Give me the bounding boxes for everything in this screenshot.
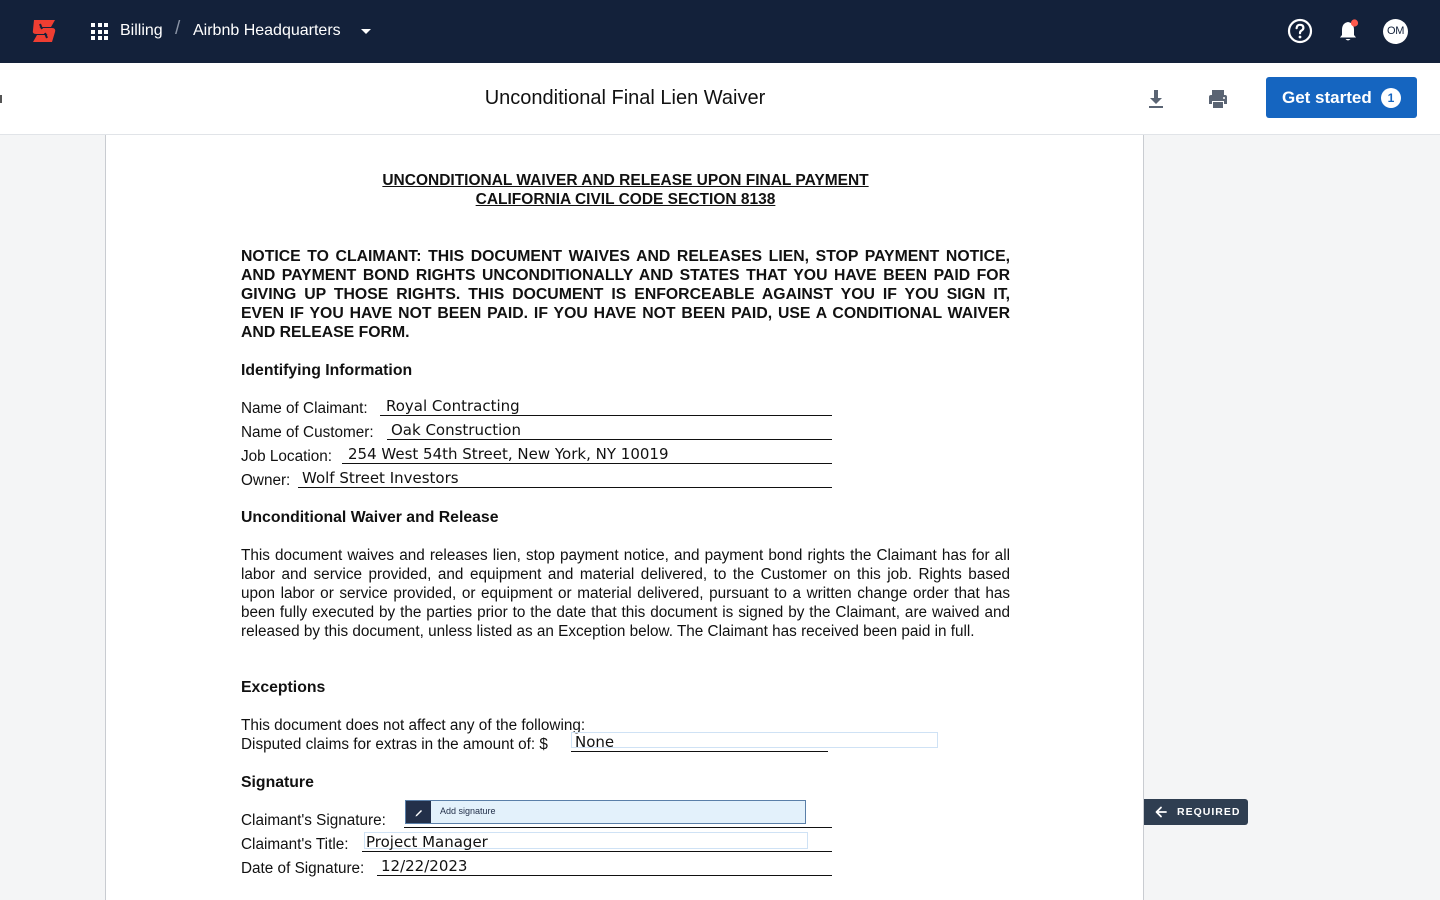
- add-signature-field[interactable]: [405, 800, 806, 824]
- add-signature-label: Add signature: [440, 806, 496, 816]
- job-location-underline: [342, 463, 832, 464]
- owner-underline: [298, 487, 832, 488]
- document-heading: UNCONDITIONAL WAIVER AND RELEASE UPON FINAL PAYMENT: [382, 172, 869, 189]
- chevron-down-icon[interactable]: [361, 29, 371, 34]
- title-underline: [362, 851, 832, 852]
- date-value: 12/22/2023: [381, 857, 468, 875]
- help-icon[interactable]: [1287, 18, 1313, 44]
- section-heading-identifying: Identifying Information: [241, 362, 413, 379]
- required-field-tag[interactable]: [1144, 799, 1248, 825]
- exceptions-intro: This document does not affect any of the following:: [241, 717, 586, 734]
- get-started-label: Get started: [1282, 88, 1372, 107]
- owner-label: Owner:: [241, 472, 291, 489]
- title-value: Project Manager: [366, 833, 488, 851]
- top-nav: [0, 0, 1440, 63]
- bell-icon[interactable]: [1336, 18, 1362, 44]
- waiver-body: This document waives and releases lien, stop payment notice, and payment bond rights the Claimant has for all labor and service provided, and equipment and material delivered, to the Customer on this job. Rights based upon labor or service provided, or equipment or material delivered, pursuant to a written change order that has been fully executed by the parties prior to the date that this document is signed by the Claimant, are waived and released by this document, unless listed as an Exception below. The Claimant has received been paid in full.: [241, 547, 1010, 640]
- customer-underline: [387, 439, 832, 440]
- section-heading-exceptions: Exceptions: [241, 679, 326, 696]
- arrow-left-icon: [1154, 805, 1168, 819]
- project-selector[interactable]: Airbnb Headquarters: [193, 22, 341, 39]
- job-location-value: 254 West 54th Street, New York, NY 10019: [348, 445, 669, 463]
- breadcrumb-billing[interactable]: Billing: [120, 22, 163, 39]
- disputed-amount-value: None: [575, 733, 615, 751]
- pen-icon: [406, 801, 431, 823]
- get-started-button[interactable]: [1266, 77, 1417, 118]
- disputed-claims-label: Disputed claims for extras in the amount of: $: [241, 736, 548, 753]
- customer-label: Name of Customer:: [241, 424, 374, 441]
- date-label: Date of Signature:: [241, 860, 365, 877]
- owner-value: Wolf Street Investors: [302, 469, 459, 487]
- avatar[interactable]: OM: [1383, 19, 1408, 44]
- disputed-amount-field[interactable]: [571, 732, 938, 748]
- claimant-value: Royal Contracting: [386, 397, 520, 415]
- breadcrumb-separator: /: [175, 18, 181, 39]
- download-icon[interactable]: [1144, 87, 1168, 111]
- signature-label: Claimant's Signature:: [241, 812, 386, 829]
- document-page: [105, 135, 1144, 900]
- notice-to-claimant: NOTICE TO CLAIMANT: THIS DOCUMENT WAIVES AND RELEASES LIEN, STOP PAYMENT NOTICE, AND PAYMENT BOND RIGHTS UNCONDITIONALLY AND STATES THAT YOU HAVE BEEN PAID FOR GIVING UP THOSE RIGHTS. THIS DOCUMENT IS ENFORCEABLE AGAINST YOU IF YOU SIGN IT, EVEN IF YOU HAVE NOT BEEN PAID. IF YOU HAVE NOT BEEN PAID, USE A CONDITIONAL WAIVER AND RELEASE FORM.: [241, 248, 1010, 341]
- disputed-amount-underline: [571, 751, 828, 752]
- section-heading-waiver: Unconditional Waiver and Release: [241, 509, 499, 526]
- print-icon[interactable]: [1206, 87, 1230, 111]
- section-heading-signature: Signature: [241, 774, 314, 791]
- claimant-underline: [380, 415, 832, 416]
- title-label: Claimant's Title:: [241, 836, 349, 853]
- page-title: Unconditional Final Lien Waiver: [484, 87, 766, 109]
- date-underline: [377, 875, 832, 876]
- document-subheading: CALIFORNIA CIVIL CODE SECTION 8138: [475, 191, 776, 208]
- claimant-label: Name of Claimant:: [241, 400, 368, 417]
- customer-value: Oak Construction: [391, 421, 521, 439]
- required-label: REQUIRED: [1177, 806, 1241, 818]
- required-count-badge: 1: [1381, 88, 1401, 108]
- document-header: [0, 63, 1440, 135]
- signature-underline: [404, 827, 832, 828]
- logo-icon[interactable]: [30, 18, 58, 44]
- apps-grid-icon[interactable]: [91, 23, 108, 40]
- job-location-label: Job Location:: [241, 448, 332, 465]
